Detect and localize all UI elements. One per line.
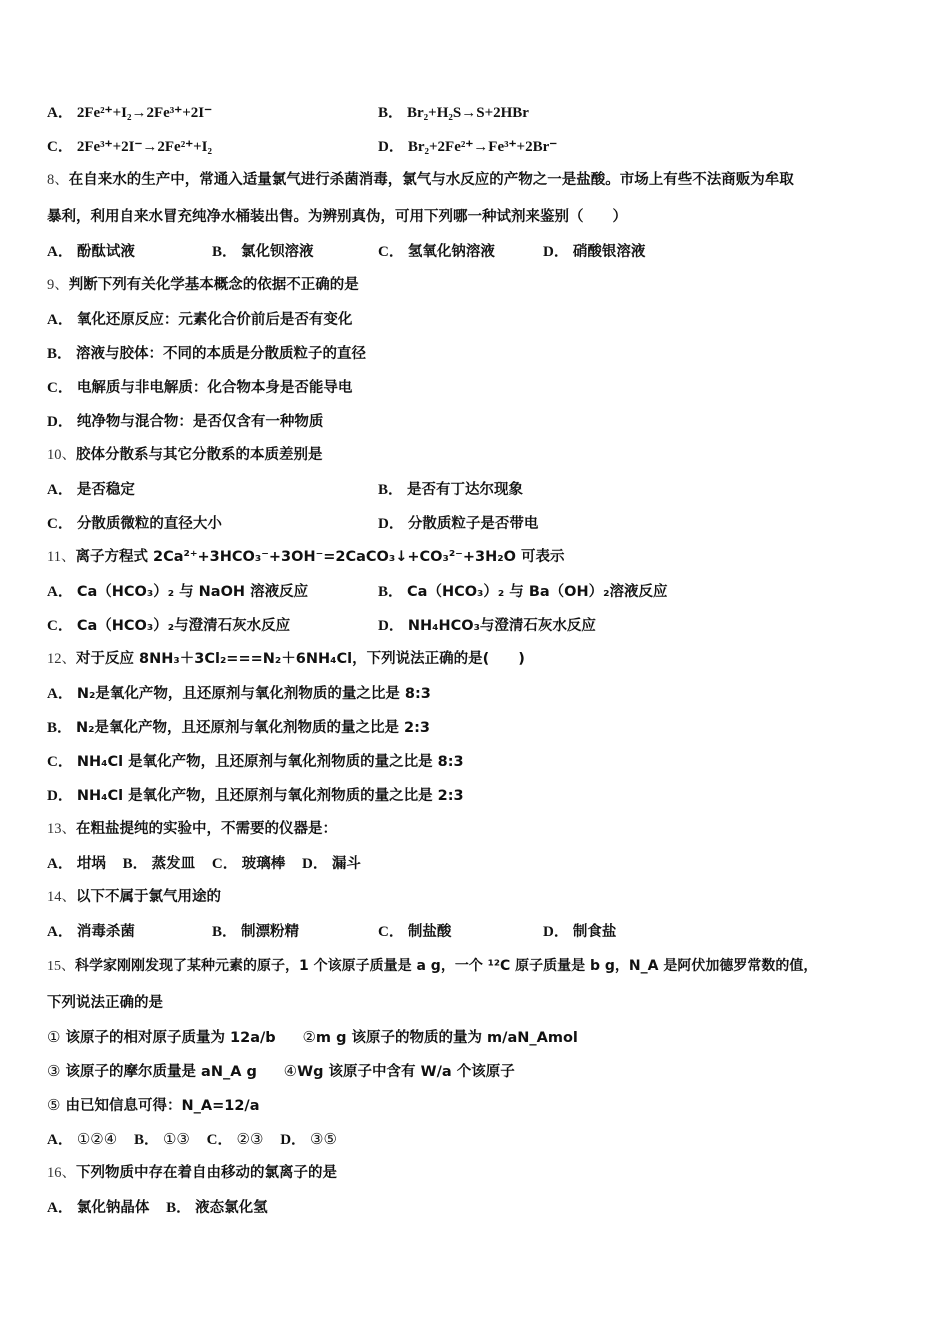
option-a: A． 是否稳定 xyxy=(47,482,135,498)
option-text: 是否有丁达尔现象 xyxy=(407,482,524,498)
question-text: 胶体分散系与其它分散系的本质差别是 xyxy=(76,447,323,463)
q10-stem xyxy=(47,444,323,466)
question-number: 8、 xyxy=(47,172,69,188)
option-text: Ca（HCO₃）₂与澄清石灰水反应 xyxy=(76,618,291,634)
q8-stem-line-2 xyxy=(47,206,627,228)
option-text: Ca（HCO₃）₂ 与 Ba（OH）₂溶液反应 xyxy=(407,584,668,600)
option-text: ①②④ xyxy=(76,1130,118,1148)
option-text: N₂是氧化产物，且还原剂与氧化剂物质的量之比是 2:3 xyxy=(76,720,431,736)
option-b: B． 氯化钡溶液 xyxy=(212,244,314,260)
option-text: Br₂+2Fe²⁺→Fe³⁺+2Br⁻ xyxy=(407,139,558,155)
q12-option-d: D． NH₄Cl 是氧化产物，且还原剂与氧化剂物质的量之比是 2:3 xyxy=(47,788,464,804)
option-a: A． 消毒杀菌 xyxy=(47,924,135,940)
option-d: D． 制食盐 xyxy=(543,924,617,940)
option-b: B． Br₂+H₂S→S+2HBr xyxy=(378,105,529,121)
question-number: 11、 xyxy=(47,549,76,565)
q15-stem-line-2 xyxy=(47,992,163,1014)
option-c: C． 2Fe³⁺+2I⁻→2Fe²⁺+I₂ xyxy=(47,139,212,155)
question-number: 10、 xyxy=(47,447,76,463)
q15-statements-row-1 xyxy=(47,1026,578,1048)
q12-option-c: C． NH₄Cl 是氧化产物，且还原剂与氧化剂物质的量之比是 8:3 xyxy=(47,754,464,770)
q12-option-b: B． N₂是氧化产物，且还原剂与氧化剂物质的量之比是 2:3 xyxy=(47,720,431,736)
option-d: D． Br₂+2Fe²⁺→Fe³⁺+2Br⁻ xyxy=(378,139,558,155)
q9-option-c: C． 电解质与非电解质：化合物本身是否能导电 xyxy=(47,380,353,396)
option-d: D． 分散质粒子是否带电 xyxy=(378,516,539,532)
option-text: NH₄Cl 是氧化产物，且还原剂与氧化剂物质的量之比是 2:3 xyxy=(76,788,464,804)
option-text: 氯化钠晶体 xyxy=(76,1200,150,1216)
option-text: 氢氧化钠溶液 xyxy=(407,244,495,260)
question-text: 暴利，利用自来水冒充纯净水桶装出售。为辨别真伪，可用下列哪一种试剂来鉴别（ ） xyxy=(47,209,627,225)
option-d: D． 漏斗 xyxy=(302,856,361,872)
question-number: 12、 xyxy=(47,651,76,667)
question-text: 在粗盐提纯的实验中，不需要的仪器是： xyxy=(76,821,337,837)
statement-text: 该原子的相对原子质量为 12a/b xyxy=(60,1030,276,1046)
option-text: ②③ xyxy=(236,1130,264,1148)
statement-text: m g 该原子的物质的量为 m/aN_Amol xyxy=(315,1030,578,1046)
option-text: 分散质微粒的直径大小 xyxy=(76,516,222,532)
question-text: 下列说法正确的是 xyxy=(47,995,163,1011)
q9-option-a: A． 氧化还原反应：元素化合价前后是否有变化 xyxy=(47,312,353,328)
q13-options xyxy=(47,852,361,874)
option-c: C． 分散质微粒的直径大小 xyxy=(47,516,222,532)
option-b: B． ①③ xyxy=(133,1130,190,1148)
option-text: 2Fe³⁺+2I⁻→2Fe²⁺+I₂ xyxy=(76,139,212,155)
statement-text: Wg 该原子中含有 W/a 个该原子 xyxy=(297,1064,515,1080)
q13-stem xyxy=(47,818,337,840)
option-b: B． Ca（HCO₃）₂ 与 Ba（OH）₂溶液反应 xyxy=(378,584,668,600)
question-text: 对于反应 8NH₃＋3Cl₂===N₂＋6NH₄Cl，下列说法正确的是( ) xyxy=(76,651,525,667)
option-a: A． 2Fe²⁺+I₂→2Fe³⁺+2I⁻ xyxy=(47,105,212,121)
option-d: D． ③⑤ xyxy=(280,1130,337,1148)
option-c: C． Ca（HCO₃）₂与澄清石灰水反应 xyxy=(47,618,291,634)
option-c: C． 制盐酸 xyxy=(378,924,452,940)
q15-stem-line-1 xyxy=(47,955,817,977)
statement-text: 该原子的摩尔质量是 aN_A g xyxy=(60,1064,257,1080)
option-text: 酚酞试液 xyxy=(76,244,135,260)
option-text: 坩埚 xyxy=(76,856,106,872)
question-text: 以下不属于氯气用途的 xyxy=(76,889,221,905)
question-text: 下列物质中存在着自由移动的氯离子的是 xyxy=(76,1165,337,1181)
option-text: N₂是氧化产物，且还原剂与氧化剂物质的量之比是 8:3 xyxy=(76,686,431,702)
option-a: A． ①②④ xyxy=(47,1130,118,1148)
question-number: 14、 xyxy=(47,889,76,905)
q9-option-b: B． 溶液与胶体：不同的本质是分散质粒子的直径 xyxy=(47,346,367,362)
option-c: C． 玻璃棒 xyxy=(211,856,286,872)
option-text: ③⑤ xyxy=(310,1130,337,1148)
option-text: NH₄Cl 是氧化产物，且还原剂与氧化剂物质的量之比是 8:3 xyxy=(76,754,464,770)
option-text: 纯净物与混合物：是否仅含有一种物质 xyxy=(76,414,324,430)
q16-stem xyxy=(47,1162,337,1184)
question-text: 在自来水的生产中，常通入适量氯气进行杀菌消毒，氯气与水反应的产物之一是盐酸。市场上有些不法商贩为牟取 xyxy=(68,172,794,188)
question-number: 16、 xyxy=(47,1165,76,1181)
q12-option-a: A． N₂是氧化产物，且还原剂与氧化剂物质的量之比是 8:3 xyxy=(47,686,431,702)
option-a: A． 氯化钠晶体 xyxy=(47,1200,150,1216)
q15-options xyxy=(47,1128,337,1150)
question-number: 13、 xyxy=(47,821,76,837)
option-text: ①③ xyxy=(162,1130,190,1148)
question-text: 科学家刚刚发现了某种元素的原子，1 个该原子质量是 a g，一个 ¹²C 原子质量是 b g，N_A 是阿伏加德罗常数的值， xyxy=(75,958,818,974)
q11-stem xyxy=(47,546,564,568)
option-text: 2Fe²⁺+I₂→2Fe³⁺+2I⁻ xyxy=(76,105,212,121)
option-text: 溶液与胶体：不同的本质是分散质粒子的直径 xyxy=(76,346,367,362)
q15-statement-5: ⑤ 由已知信息可得：N_A=12/a xyxy=(47,1096,260,1114)
option-text: 是否稳定 xyxy=(76,482,135,498)
option-d: D． NH₄HCO₃与澄清石灰水反应 xyxy=(378,618,596,634)
q14-stem xyxy=(47,886,221,908)
option-d: D． 硝酸银溶液 xyxy=(543,244,646,260)
q16-options xyxy=(47,1196,268,1218)
q9-option-d: D． 纯净物与混合物：是否仅含有一种物质 xyxy=(47,414,324,430)
option-text: Br₂+H₂S→S+2HBr xyxy=(407,105,529,121)
q8-stem-line-1 xyxy=(47,169,794,191)
option-b: B． 制漂粉精 xyxy=(212,924,300,940)
option-text: 制漂粉精 xyxy=(241,924,300,940)
statement-3: ③ 该原子的摩尔质量是 aN_A g xyxy=(47,1062,257,1080)
option-a: A． 酚酞试液 xyxy=(47,244,135,260)
option-text: NH₄HCO₃与澄清石灰水反应 xyxy=(407,618,596,634)
statement-text: 由已知信息可得：N_A=12/a xyxy=(60,1098,260,1114)
option-text: 分散质粒子是否带电 xyxy=(407,516,539,532)
option-a: A． Ca（HCO₃）₂ 与 NaOH 溶液反应 xyxy=(47,584,309,600)
question-number: 15、 xyxy=(47,959,75,974)
q12-stem xyxy=(47,648,525,670)
statement-1: ① 该原子的相对原子质量为 12a/b xyxy=(47,1028,276,1046)
q15-statements-row-2 xyxy=(47,1060,515,1082)
question-text: 判断下列有关化学基本概念的依据不正确的是 xyxy=(68,277,359,293)
option-text: 氧化还原反应：元素化合价前后是否有变化 xyxy=(76,312,353,328)
option-text: 玻璃棒 xyxy=(241,856,286,872)
option-c: C． ②③ xyxy=(206,1130,264,1148)
option-text: 液态氯化氢 xyxy=(195,1200,268,1216)
question-text: 离子方程式 2Ca²⁺+3HCO₃⁻+3OH⁻=2CaCO₃↓+CO₃²⁻+3H₂O 可表示 xyxy=(75,549,565,565)
option-text: 氯化钡溶液 xyxy=(241,244,314,260)
option-a: A． 坩埚 xyxy=(47,856,106,872)
option-b: B． 蒸发皿 xyxy=(122,856,196,872)
q9-stem xyxy=(47,274,359,296)
option-text: 制食盐 xyxy=(572,924,617,940)
option-text: 电解质与非电解质：化合物本身是否能导电 xyxy=(76,380,353,396)
option-text: 消毒杀菌 xyxy=(76,924,135,940)
option-b: B． 是否有丁达尔现象 xyxy=(378,482,524,498)
option-text: 制盐酸 xyxy=(407,924,452,940)
option-text: 硝酸银溶液 xyxy=(572,244,646,260)
statement-4: ④Wg 该原子中含有 W/a 个该原子 xyxy=(283,1062,515,1080)
option-text: Ca（HCO₃）₂ 与 NaOH 溶液反应 xyxy=(76,584,309,600)
option-text: 漏斗 xyxy=(331,856,361,872)
question-number: 9、 xyxy=(47,277,69,293)
option-text: 蒸发皿 xyxy=(151,856,196,872)
option-b: B． 液态氯化氢 xyxy=(166,1200,268,1216)
option-c: C． 氢氧化钠溶液 xyxy=(378,244,495,260)
statement-2: ②m g 该原子的物质的量为 m/aN_Amol xyxy=(302,1028,578,1046)
